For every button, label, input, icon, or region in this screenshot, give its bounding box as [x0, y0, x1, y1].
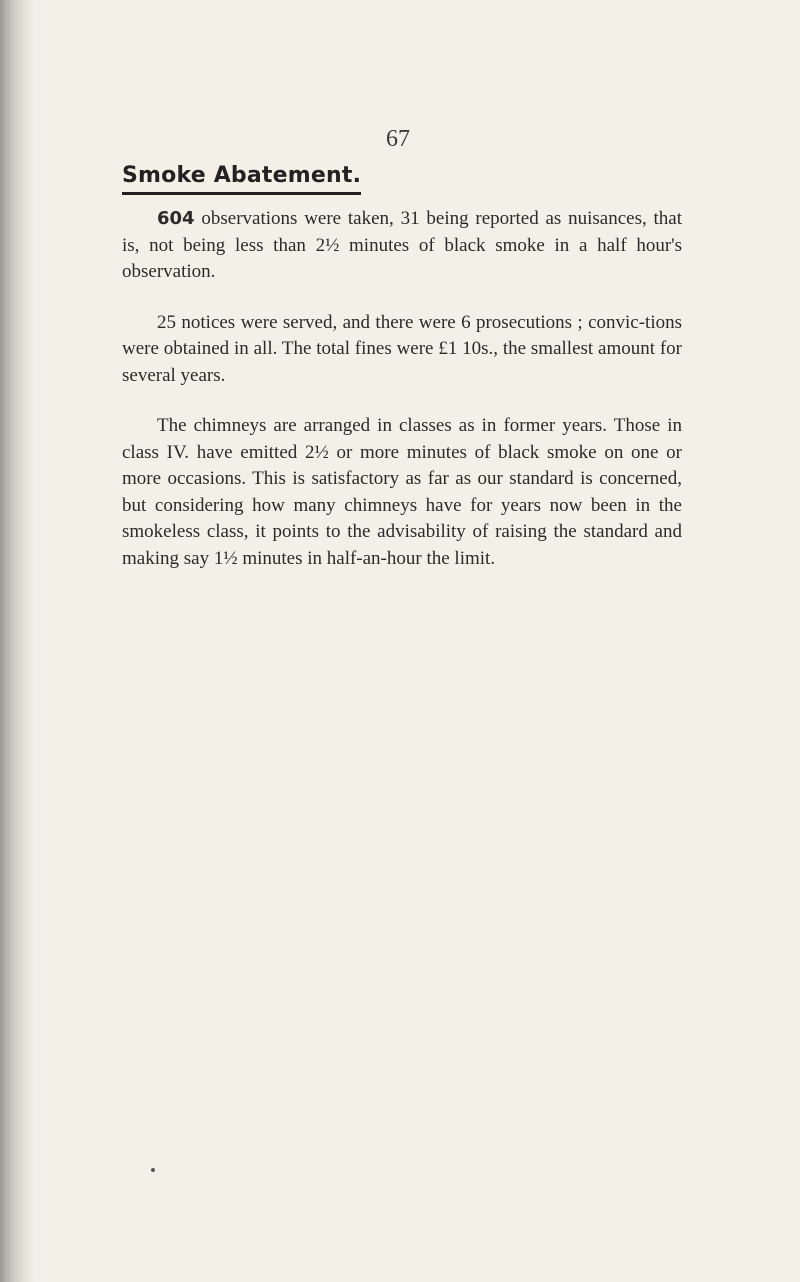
binding-gutter-shadow [0, 0, 34, 1282]
paragraph-notices [122, 310, 682, 390]
page-number: 67 [386, 126, 410, 152]
section-heading: Smoke Abatement. [122, 163, 361, 195]
paragraph-text: 25 notices were served, and there were 6 prosecutions ; convic-tions were obtained in all. The total fines were £1 10s., the smallest amount for several years. [122, 311, 682, 386]
paragraph-chimney-classes [122, 413, 682, 572]
paragraph-observations [122, 206, 682, 286]
paragraph-text: observations were taken, 31 being reported as nuisances, that is, not being less than 2½ minutes of black smoke in a half hour's observation. [122, 208, 682, 282]
observations-count: 604 [157, 208, 195, 229]
body-text [122, 206, 682, 596]
paper-speck [151, 1168, 155, 1172]
paragraph-text: The chimneys are arranged in classes as in former years. Those in class IV. have emitted 2½ or more minutes of black smoke on one or more occasions. This is satisfactory as far as our standard is concerned, but considering how many chimneys have for years now been in the smokeless class, it points to the advisability of raising the standard and making say 1½ minutes in half-an-hour the limit. [122, 415, 682, 569]
